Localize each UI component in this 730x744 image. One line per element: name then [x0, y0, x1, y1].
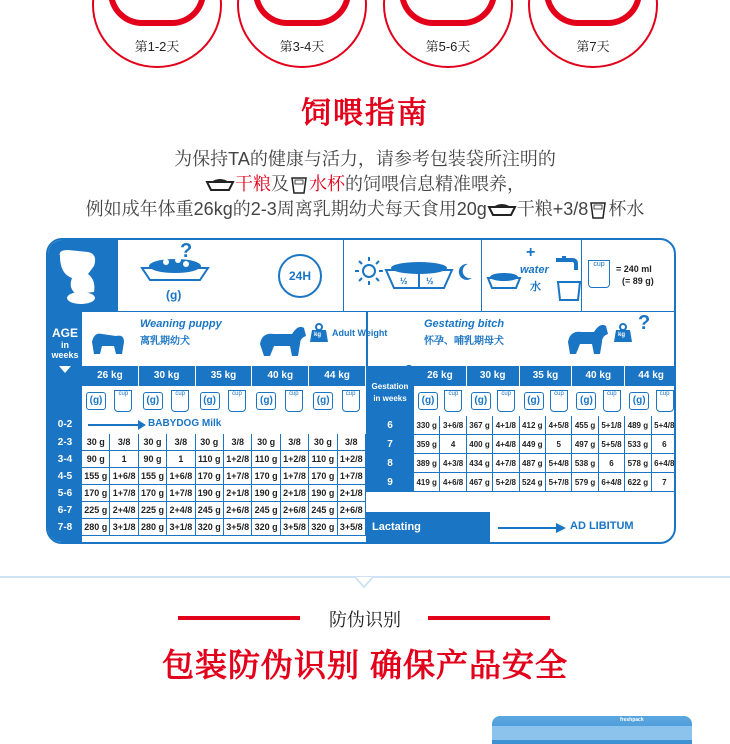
table-cell: 1	[110, 451, 138, 468]
table-cell: 487 g	[520, 454, 546, 473]
gestating-header	[366, 312, 676, 372]
table-cell: 455 g	[572, 416, 598, 435]
cup-volume: = 240 ml	[616, 264, 652, 274]
table-cell: 1+7/8	[338, 468, 366, 485]
table-cell: 245 g	[196, 502, 224, 519]
cup-unit-icon: cup	[342, 390, 360, 412]
table-cell: 1+7/8	[281, 468, 309, 485]
table-cell: 6+4/8	[652, 454, 676, 473]
table-cell: 190 g	[252, 485, 280, 502]
table-cell: 110 g	[196, 451, 224, 468]
table-cell: 2+4/8	[167, 502, 195, 519]
gestation-in-weeks: in weeks	[373, 394, 407, 403]
weaning-unit-row	[82, 386, 366, 416]
cup-weight: (= 89 g)	[622, 276, 654, 286]
table-cell: 3+1/8	[110, 519, 138, 536]
table-cell: 6	[652, 435, 676, 454]
table-cell: 5+5/8	[599, 435, 625, 454]
week-label: 7-8	[48, 519, 82, 536]
gestation-week-label: 8	[366, 454, 414, 473]
intro-text: 为保持TA的健康与活力，请参考包装袋所注明的	[174, 149, 556, 169]
water-cup-icon	[289, 175, 309, 195]
grams-unit-icon: (g)	[86, 392, 106, 410]
table-cell: 538 g	[572, 454, 598, 473]
table-cell: 170 g	[139, 485, 167, 502]
dry-food-bowl-icon	[487, 203, 517, 217]
table-cell: 3/8	[281, 434, 309, 451]
table-cell: 2+1/8	[338, 485, 366, 502]
cup-unit-icon: cup	[171, 390, 189, 412]
intro-text: 杯水	[608, 199, 645, 219]
table-cell: 3+5/8	[281, 519, 309, 536]
table-cell: 3/8	[224, 434, 252, 451]
gestating-unit-row	[414, 386, 676, 416]
table-cell: 1	[167, 451, 195, 468]
age-title: AGE	[51, 326, 78, 340]
table-cell: 2+4/8	[110, 502, 138, 519]
table-cell: 3/8	[167, 434, 195, 451]
adult-dog-icon	[256, 320, 312, 360]
food-tray-icon	[486, 268, 522, 292]
gestation-week-label: 6	[366, 416, 414, 435]
gestating-title-en: Gestating bitch	[424, 318, 505, 330]
title-bar-right	[428, 616, 550, 620]
ad-libitum-label: AD LIBITUM	[570, 520, 634, 532]
weaning-title-cn: 离乳期幼犬	[140, 336, 190, 347]
table-cell: 30 g	[196, 434, 224, 451]
daily-ration-panel	[118, 240, 344, 312]
half-label-2: ½	[426, 276, 434, 286]
dry-food-text: 干粮	[235, 174, 271, 194]
weight-header: 44 kg	[309, 366, 366, 386]
table-cell: 7	[652, 473, 676, 492]
table-cell: 367 g	[467, 416, 493, 435]
table-cell: 2+1/8	[281, 485, 309, 502]
table-cell: 5+4/8	[546, 454, 572, 473]
grams-unit-icon: (g)	[418, 392, 438, 410]
bowl-icon	[399, 0, 497, 26]
anti-fake-title: 防伪识别	[329, 610, 401, 630]
table-cell: 170 g	[309, 468, 337, 485]
weight-header: 44 kg	[625, 366, 676, 386]
gestation-label: Gestation	[371, 382, 409, 391]
lactating-label-cell	[366, 512, 490, 544]
table-cell: 320 g	[309, 519, 337, 536]
week-label: 0-2	[48, 416, 82, 433]
meals-per-day-panel	[344, 240, 482, 312]
gestation-weeks-label	[366, 366, 414, 416]
table-cell: 622 g	[625, 473, 651, 492]
clock-24h-icon: 24H	[278, 254, 322, 298]
table-cell: 524 g	[520, 473, 546, 492]
table-cell: 6	[599, 454, 625, 473]
dry-food-bowl-icon	[205, 178, 235, 192]
table-cell: 434 g	[467, 454, 493, 473]
table-cell: 4+4/8	[493, 435, 519, 454]
table-cell: 489 g	[625, 416, 651, 435]
table-cell: 245 g	[252, 502, 280, 519]
table-cell: 30 g	[82, 434, 110, 451]
question-mark: ?	[180, 240, 193, 262]
water-panel	[482, 240, 582, 312]
sun-icon	[354, 256, 384, 286]
day-step-3	[383, 0, 513, 68]
table-cell: 2+6/8	[224, 502, 252, 519]
table-cell: 4+3/8	[440, 454, 466, 473]
intro-text: 干粮+3/8	[516, 199, 589, 219]
weaning-header	[82, 312, 388, 372]
kg-badge: kg	[314, 332, 322, 338]
puppy-icon	[86, 324, 126, 360]
cup-unit-icon: cup	[228, 390, 246, 412]
cup-unit-icon: cup	[444, 390, 462, 412]
table-cell: 110 g	[252, 451, 280, 468]
water-cup-text: 水杯	[309, 174, 345, 194]
table-cell: 3+5/8	[338, 519, 366, 536]
table-cell: 5	[546, 435, 572, 454]
weight-header: 26 kg	[82, 366, 139, 386]
feeding-guide-heading: 饲喂指南	[301, 97, 429, 130]
gestation-week-label: 9	[366, 473, 414, 492]
table-cell: 1+7/8	[167, 485, 195, 502]
cup-unit-icon: cup	[603, 390, 621, 412]
arrow-icon	[498, 523, 568, 533]
chart-header	[48, 240, 676, 312]
week-label: 3-4	[48, 451, 82, 468]
table-cell: 6+4/8	[599, 473, 625, 492]
cup-unit-icon: cup	[550, 390, 568, 412]
table-cell: 4	[440, 435, 466, 454]
table-cell: 155 g	[139, 468, 167, 485]
faucet-icon	[552, 252, 582, 302]
feeding-chart	[46, 238, 676, 544]
table-cell: 5+7/8	[546, 473, 572, 492]
adult-weight-label: Adult Weight	[332, 328, 388, 338]
grams-unit-icon: (g)	[629, 392, 649, 410]
table-cell: 90 g	[82, 451, 110, 468]
anti-fake-heading: 包装防伪识别 确保产品安全	[162, 647, 568, 683]
pouch-label: freshpack	[620, 717, 644, 723]
divider-notch-icon	[355, 577, 373, 589]
measuring-cup-icon: cup	[588, 260, 610, 288]
weight-header: 30 kg	[139, 366, 196, 386]
table-cell: 170 g	[196, 468, 224, 485]
table-cell: 110 g	[309, 451, 337, 468]
gestation-week-label: 7	[366, 435, 414, 454]
table-cell: 155 g	[82, 468, 110, 485]
cup-unit-icon: cup	[114, 390, 132, 412]
table-cell: 190 g	[196, 485, 224, 502]
week-label: 4-5	[48, 468, 82, 485]
table-cell: 359 g	[414, 435, 440, 454]
weaning-weight-row	[82, 366, 366, 386]
water-label: water	[520, 264, 549, 276]
week-label: 5-6	[48, 485, 82, 502]
intro-line-2	[0, 170, 730, 196]
grams-unit-icon: (g)	[524, 392, 544, 410]
cup-unit-icon: cup	[656, 390, 674, 412]
table-cell: 412 g	[520, 416, 546, 435]
water-cn-label: 水	[530, 281, 541, 293]
table-cell: 4+7/8	[493, 454, 519, 473]
weight-header: 26 kg	[414, 366, 467, 386]
table-cell: 400 g	[467, 435, 493, 454]
table-cell: 1+2/8	[281, 451, 309, 468]
table-cell: 30 g	[252, 434, 280, 451]
adult-dog-icon	[564, 318, 614, 358]
grams-unit-icon: (g)	[313, 392, 333, 410]
table-cell: 225 g	[139, 502, 167, 519]
week-label: 2-3	[48, 434, 82, 451]
grams-unit-icon: (g)	[576, 392, 596, 410]
table-cell: 4+5/8	[546, 416, 572, 435]
intro-line-1	[0, 145, 730, 171]
table-cell: 4+1/8	[493, 416, 519, 435]
question-mark: ?	[638, 312, 651, 334]
week-label: 6-7	[48, 502, 82, 519]
weight-header: 35 kg	[196, 366, 253, 386]
day-label: 第5-6天	[425, 39, 471, 54]
dog-head-panel	[48, 240, 118, 312]
cup-unit-icon: cup	[497, 390, 515, 412]
table-cell: 330 g	[414, 416, 440, 435]
intro-text: 及	[271, 174, 289, 194]
kg-badge: kg	[618, 332, 626, 338]
pouch-strip	[492, 726, 692, 740]
table-cell: 1+2/8	[224, 451, 252, 468]
table-cell: 2+6/8	[338, 502, 366, 519]
table-cell: 389 g	[414, 454, 440, 473]
lactating-label: Lactating	[372, 521, 421, 533]
table-cell: 90 g	[139, 451, 167, 468]
plus-sign: +	[526, 244, 536, 261]
table-cell: 1+6/8	[167, 468, 195, 485]
day-step-1	[92, 0, 222, 68]
bowl-icon	[108, 0, 206, 26]
table-cell: 280 g	[82, 519, 110, 536]
table-cell: 419 g	[414, 473, 440, 492]
weight-header: 40 kg	[572, 366, 625, 386]
down-arrow-icon	[48, 364, 82, 374]
table-cell: 2+1/8	[224, 485, 252, 502]
table-cell: 449 g	[520, 435, 546, 454]
table-cell: 170 g	[252, 468, 280, 485]
table-cell: 533 g	[625, 435, 651, 454]
age-weeks: weeks	[51, 350, 79, 360]
split-bowl-icon	[384, 258, 454, 298]
table-cell: 320 g	[196, 519, 224, 536]
table-cell: 320 g	[252, 519, 280, 536]
table-cell: 5+2/8	[493, 473, 519, 492]
moon-icon	[458, 262, 474, 282]
age-in: in	[61, 340, 69, 350]
weight-header: 35 kg	[520, 366, 573, 386]
gestating-title-cn: 怀孕、哺乳期母犬	[424, 336, 504, 347]
table-cell: 190 g	[309, 485, 337, 502]
half-label-1: ½	[400, 276, 408, 286]
intro-text: 例如成年体重26kg的2-3周离乳期幼犬每天食用20g	[85, 199, 487, 219]
table-cell: 1+7/8	[110, 485, 138, 502]
cup-unit-icon: cup	[285, 390, 303, 412]
table-cell: 1+6/8	[110, 468, 138, 485]
grams-unit-icon: (g)	[143, 392, 163, 410]
table-cell: 3+6/8	[440, 416, 466, 435]
table-cell: 280 g	[139, 519, 167, 536]
grams-unit-icon: (g)	[471, 392, 491, 410]
grams-label: (g)	[166, 288, 182, 302]
dog-head-icon	[48, 240, 118, 312]
babydog-milk-label: BABYDOG Milk	[148, 418, 222, 429]
day-step-4	[528, 0, 658, 68]
table-cell: 578 g	[625, 454, 651, 473]
arrow-icon	[88, 420, 148, 430]
table-cell: 467 g	[467, 473, 493, 492]
table-cell: 3+5/8	[224, 519, 252, 536]
table-cell: 30 g	[139, 434, 167, 451]
table-cell: 170 g	[82, 485, 110, 502]
table-cell: 3+1/8	[167, 519, 195, 536]
table-cell: 1+7/8	[224, 468, 252, 485]
day-label: 第1-2天	[134, 39, 180, 54]
table-cell: 5+1/8	[599, 416, 625, 435]
day-step-2	[237, 0, 367, 68]
day-label: 第7天	[576, 39, 610, 54]
product-pouch-image	[492, 716, 692, 744]
weaning-title-en: Weaning puppy	[140, 318, 222, 330]
table-cell: 579 g	[572, 473, 598, 492]
table-cell: 5+4/8	[652, 416, 676, 435]
grams-unit-icon: (g)	[256, 392, 276, 410]
intro-line-3	[0, 195, 730, 221]
intro-text: 的饲喂信息精准喂养，	[345, 174, 525, 194]
table-cell: 225 g	[82, 502, 110, 519]
weight-header: 30 kg	[467, 366, 520, 386]
table-cell: 4+6/8	[440, 473, 466, 492]
water-cup-icon	[588, 200, 608, 220]
day-label: 第3-4天	[279, 39, 325, 54]
table-cell: 1+2/8	[338, 451, 366, 468]
bowl-icon	[544, 0, 642, 26]
bowl-icon	[253, 0, 351, 26]
table-cell: 3/8	[110, 434, 138, 451]
table-cell: 30 g	[309, 434, 337, 451]
table-cell: 3/8	[338, 434, 366, 451]
grams-unit-icon: (g)	[200, 392, 220, 410]
table-cell: 245 g	[309, 502, 337, 519]
gestating-weight-row	[414, 366, 676, 386]
cup-measure-panel	[582, 240, 676, 312]
weight-header: 40 kg	[252, 366, 309, 386]
table-cell: 2+6/8	[281, 502, 309, 519]
day-steps	[0, 0, 730, 72]
table-cell: 497 g	[572, 435, 598, 454]
